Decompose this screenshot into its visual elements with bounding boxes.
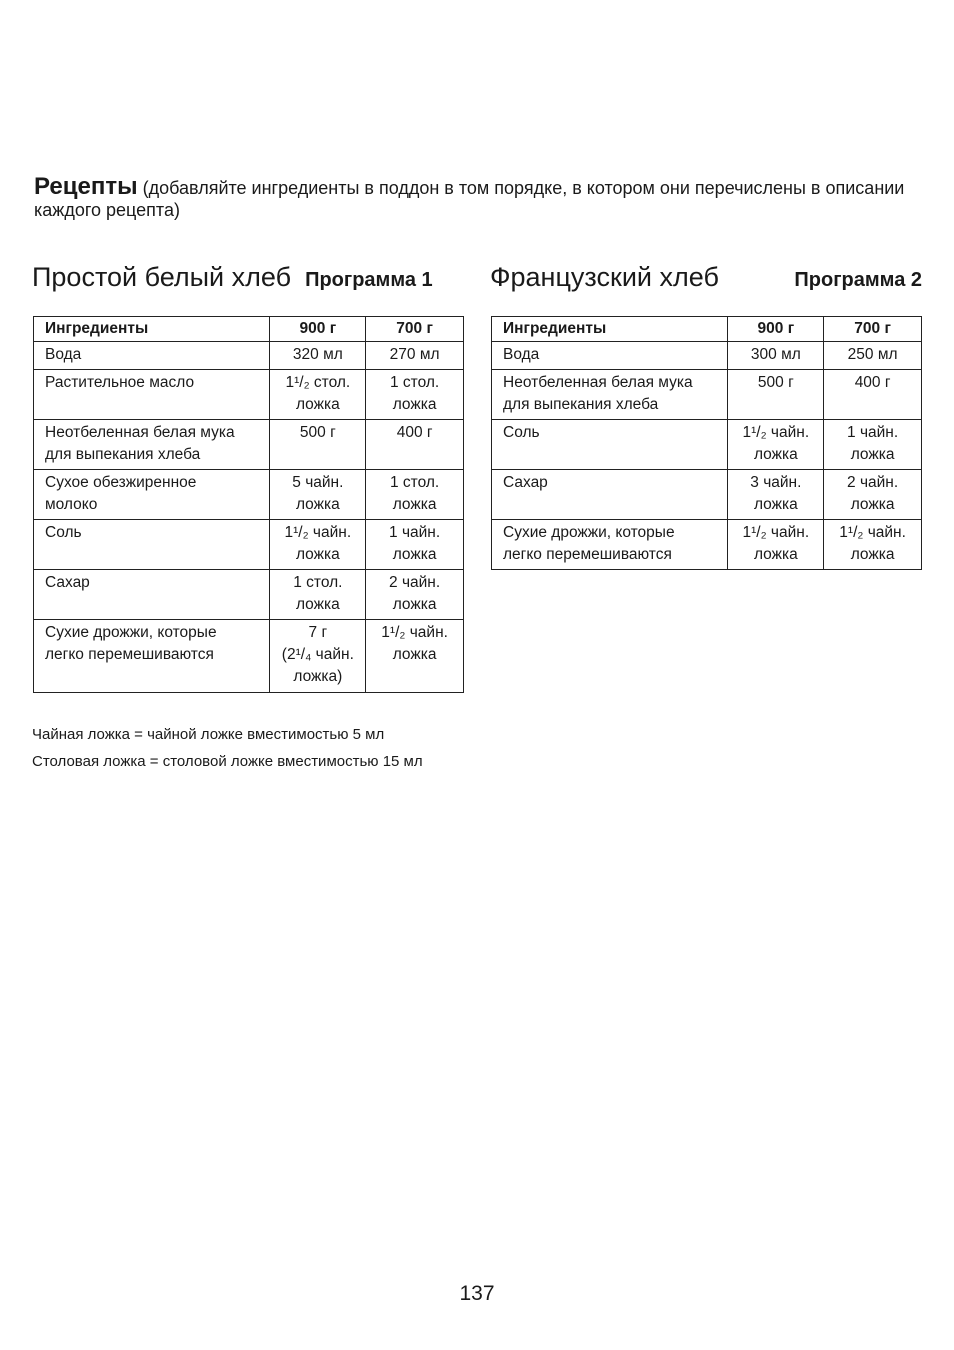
ingredient-cell (34, 570, 270, 620)
quantity-900g-cell (270, 620, 366, 693)
quantity-900g-cell (270, 520, 366, 570)
quantity-line: 1 стол. (390, 474, 440, 491)
quantity-line: ложка (392, 396, 437, 413)
ingredient-line: легко перемешиваются (45, 646, 214, 663)
quantity-line: 270 мл (389, 346, 440, 363)
ingredient-line: Вода (503, 346, 540, 363)
table-row (492, 520, 922, 570)
column-header-900g: 900 г (270, 317, 366, 342)
quantity-900g-cell (728, 520, 824, 570)
quantity-line: 1¹/₂ чайн. (839, 524, 906, 541)
ingredient-line: Сахар (503, 474, 548, 491)
quantity-line: 500 г (299, 424, 336, 441)
table-row (492, 370, 922, 420)
quantity-line: 1 стол. (293, 574, 343, 591)
table-row (34, 620, 464, 693)
ingredient-line: Растительное масло (45, 374, 195, 391)
ingredient-cell (34, 342, 270, 370)
quantity-line: 3 чайн. (750, 474, 802, 491)
page-number: 137 (459, 1282, 495, 1305)
recipes-instructions: (добавляйте ингредиенты в поддон в том порядке, в котором они перечислены в описании каждого рецепта) (34, 178, 905, 220)
quantity-line: 300 мл (750, 346, 801, 363)
ingredient-line: молоко (45, 496, 98, 513)
recipe-2-program: Программа 2 (794, 269, 922, 291)
quantity-700g-cell (824, 420, 922, 470)
ingredient-line: Соль (45, 524, 82, 541)
ingredient-line: Неотбеленная белая мука (503, 374, 693, 391)
quantity-700g-cell (366, 420, 464, 470)
quantity-line: ложка (850, 446, 895, 463)
quantity-900g-cell (270, 570, 366, 620)
ingredient-cell (492, 470, 728, 520)
quantity-line: ложка (753, 496, 798, 513)
ingredient-line: Неотбеленная белая мука (45, 424, 235, 441)
quantity-line: 1 стол. (390, 374, 440, 391)
quantity-line: 1¹/₂ стол. (285, 374, 351, 391)
ingredient-cell (492, 420, 728, 470)
recipe-2-header (490, 262, 922, 302)
table-row (492, 420, 922, 470)
table-row (34, 370, 464, 420)
quantity-line: 1¹/₂ чайн. (742, 524, 810, 541)
quantity-line: 2 чайн. (847, 474, 899, 491)
ingredient-cell (34, 620, 270, 693)
column-header-ingredients: Ингредиенты (492, 317, 728, 342)
quantity-line: ложка (392, 546, 437, 563)
quantity-line: 1¹/₂ чайн. (742, 424, 810, 441)
quantity-700g-cell (366, 370, 464, 420)
table-row (34, 470, 464, 520)
quantity-700g-cell (366, 520, 464, 570)
measurement-notes (32, 721, 423, 775)
tablespoon-note: Столовая ложка = столовой ложке вместимостью 15 мл (32, 753, 423, 770)
column-header-900g: 900 г (728, 317, 824, 342)
quantity-700g-cell (824, 370, 922, 420)
quantity-line: 320 мл (292, 346, 343, 363)
ingredient-cell (34, 420, 270, 470)
table-row (34, 420, 464, 470)
quantity-line: 1¹/₂ чайн. (284, 524, 352, 541)
quantity-900g-cell (728, 370, 824, 420)
quantity-line: 1¹/₂ чайн. (381, 624, 448, 641)
quantity-line: ложка (295, 546, 340, 563)
ingredient-line: для выпекания хлеба (45, 446, 201, 463)
ingredient-line: Сухие дрожжи, которые (45, 624, 217, 641)
ingredient-line: Соль (503, 424, 540, 441)
table-row (34, 570, 464, 620)
ingredient-line: легко перемешиваются (503, 546, 672, 563)
table-row (492, 470, 922, 520)
column-header-ingredients: Ингредиенты (34, 317, 270, 342)
ingredient-line: Сухие дрожжи, которые (503, 524, 675, 541)
recipe-1-ingredients-table (33, 316, 464, 693)
recipe-1-name: Простой белый хлеб (32, 262, 292, 292)
recipes-intro (34, 173, 924, 221)
recipe-2-name: Французский хлеб (490, 262, 719, 292)
ingredient-cell (34, 470, 270, 520)
quantity-700g-cell (824, 342, 922, 370)
quantity-700g-cell (824, 470, 922, 520)
quantity-700g-cell (366, 342, 464, 370)
quantity-line: ложка (295, 496, 340, 513)
quantity-900g-cell (270, 470, 366, 520)
ingredient-cell (34, 370, 270, 420)
quantity-line: ложка (295, 596, 340, 613)
quantity-line: ложка (392, 496, 437, 513)
quantity-line: 7 г (308, 624, 328, 641)
ingredient-cell (492, 520, 728, 570)
quantity-line: ложка (850, 546, 895, 563)
quantity-line: ложка (753, 446, 798, 463)
quantity-900g-cell (728, 420, 824, 470)
quantity-700g-cell (824, 520, 922, 570)
recipes-title: Рецепты (34, 173, 138, 200)
quantity-line: ложка (295, 396, 340, 413)
quantity-line: ложка (850, 496, 895, 513)
table-row (34, 520, 464, 570)
ingredient-cell (492, 370, 728, 420)
recipe-1-header (32, 262, 464, 302)
recipe-1-program: Программа 1 (305, 269, 433, 291)
quantity-900g-cell (728, 470, 824, 520)
ingredient-line: Сахар (45, 574, 90, 591)
teaspoon-note: Чайная ложка = чайной ложке вместимостью 5 мл (32, 726, 385, 743)
quantity-line: ложка (753, 546, 798, 563)
quantity-line: ложка) (293, 668, 343, 685)
quantity-line: 400 г (396, 424, 433, 441)
ingredient-line: Вода (45, 346, 82, 363)
ingredient-line: для выпекания хлеба (503, 396, 659, 413)
quantity-700g-cell (366, 570, 464, 620)
quantity-900g-cell (270, 370, 366, 420)
quantity-line: (2¹/₄ чайн. (281, 646, 354, 663)
ingredient-cell (492, 342, 728, 370)
quantity-line: 5 чайн. (292, 474, 344, 491)
quantity-line: 500 г (757, 374, 794, 391)
quantity-700g-cell (366, 620, 464, 693)
quantity-900g-cell (728, 342, 824, 370)
column-header-700g: 700 г (824, 317, 922, 342)
ingredient-cell (34, 520, 270, 570)
quantity-line: ложка (392, 596, 437, 613)
table-header-row (492, 317, 922, 342)
quantity-line: ложка (392, 646, 437, 663)
ingredient-line: Сухое обезжиренное (45, 474, 197, 491)
recipe-2-ingredients-table (491, 316, 922, 570)
quantity-900g-cell (270, 420, 366, 470)
quantity-line: 1 чайн. (847, 424, 899, 441)
quantity-line: 2 чайн. (389, 574, 441, 591)
quantity-900g-cell (270, 342, 366, 370)
column-header-700g: 700 г (366, 317, 464, 342)
table-header-row (34, 317, 464, 342)
quantity-700g-cell (366, 470, 464, 520)
table-row (34, 342, 464, 370)
quantity-line: 400 г (854, 374, 891, 391)
table-row (492, 342, 922, 370)
quantity-line: 1 чайн. (389, 524, 441, 541)
quantity-line: 250 мл (847, 346, 898, 363)
